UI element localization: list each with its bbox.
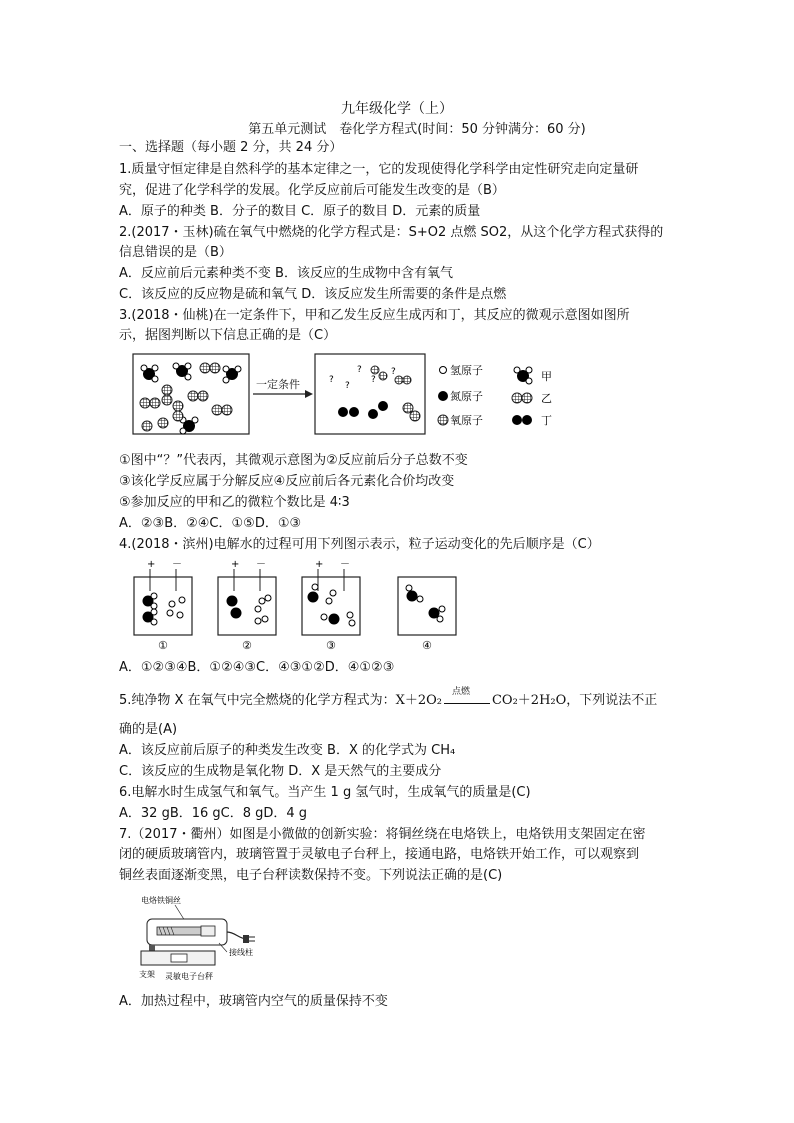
svg-text:－: － <box>256 559 266 570</box>
svg-text:－: － <box>172 559 182 570</box>
panel-3 <box>302 559 360 652</box>
svg-text:+: + <box>231 559 240 570</box>
q3-statement-3: ⑤参加反应的甲和乙的微粒个数比是 4∶3 <box>119 495 350 510</box>
svg-text:④: ④ <box>422 639 432 652</box>
panel-4 <box>398 577 456 652</box>
q2-stem-2: 信息错误的是（B） <box>119 245 232 260</box>
q3-stem-2: 示，据图判断以下信息正确的是（C） <box>119 328 337 343</box>
legend <box>438 363 552 427</box>
q7-stem: 7.（2017・衢州）如图是小微做的创新实验：将铜丝绕在电烙铁上，电烙铁用支架固定在密 <box>119 827 646 842</box>
panel-1 <box>134 559 192 652</box>
svg-text:?: ? <box>371 375 376 385</box>
q5-options-cd: C．该反应的生成物是氧化物 D．X 是天然气的主要成分 <box>119 764 442 779</box>
q2-stem: 2.(2017・玉林)硫在氧气中燃烧的化学方程式是：S+O2 点燃 SO2，从这个化学方程式获得的 <box>119 225 664 240</box>
svg-text:氮原子: 氮原子 <box>450 390 483 403</box>
q3-stem: 3.(2018・仙桃)在一定条件下，甲和乙发生反应生成丙和丁，其反应的微观示意图如图所 <box>119 308 630 323</box>
q5-options-ab: A．该反应前后原子的种类发生改变 B．X 的化学式为 CH₄ <box>119 743 456 758</box>
q1-stem: 1.质量守恒定律是自然科学的基本定律之一，它的发现使得化学科学由定性研究走向定量研 <box>119 162 639 177</box>
q1-stem-2: 究，促进了化学科学的发展。化学反应前后可能发生改变的是（B） <box>119 183 505 198</box>
svg-text:乙: 乙 <box>541 392 552 405</box>
svg-text:接线柱: 接线柱 <box>229 948 253 957</box>
arrow-label: 一定条件 <box>256 378 300 391</box>
q7-apparatus-figure <box>135 893 260 983</box>
chemical-equation: X＋2O₂ 点燃 CO₂＋2H₂O <box>395 687 567 708</box>
svg-text:?: ? <box>345 381 350 391</box>
section-heading: 一、选择题（每小题 2 分，共 24 分） <box>119 140 343 155</box>
q4-electrolysis-diagram <box>128 557 458 654</box>
svg-text:－: － <box>340 559 350 570</box>
svg-text:支架: 支架 <box>139 970 155 979</box>
q3-statement-2: ③该化学反应属于分解反应④反应前后各元素化合价均改变 <box>119 474 455 489</box>
svg-text:+: + <box>147 559 156 570</box>
q3-statement-1: ①图中“？”代表丙，其微观示意图为②反应前后分子总数不变 <box>119 453 468 468</box>
q6-stem: 6.电解水时生成氢气和氧气。当产生 1 g 氢气时，生成氧气的质量是(C) <box>119 785 531 800</box>
page-subtitle: 第五单元测试 卷化学方程式(时间：50 分钟满分：60 分) <box>248 122 586 137</box>
q7-option-a: A．加热过程中，玻璃管内空气的质量保持不变 <box>119 994 388 1009</box>
after-box <box>315 354 425 434</box>
svg-text:氢原子: 氢原子 <box>450 364 483 377</box>
q1-options: A．原子的种类 B．分子的数目 C．原子的数目 D．元素的质量 <box>119 204 481 219</box>
q6-options: A．32 gB．16 gC．8 gD．4 g <box>119 806 308 821</box>
svg-text:?: ? <box>391 367 396 377</box>
q5-stem-2: 确的是(A) <box>119 722 178 737</box>
svg-text:③: ③ <box>326 639 336 652</box>
q4-options: A．①②③④B．①②④③C．④③①②D．④①②③ <box>119 660 395 675</box>
q7-stem-2: 闭的硬质玻璃管内，玻璃管置于灵敏电子台秤上，接通电路，电烙铁开始工作，可以观察到 <box>119 847 640 862</box>
panel-2 <box>218 559 276 652</box>
svg-text:?: ? <box>329 375 334 385</box>
q4-stem: 4.(2018・滨州)电解水的过程可用下列图示表示，粒子运动变化的先后顺序是（C） <box>119 537 600 552</box>
q3-reaction-diagram <box>125 348 565 440</box>
q2-options-ab: A．反应前后元素种类不变 B．该反应的生成物中含有氧气 <box>119 266 453 281</box>
q2-options-cd: C．该反应的反应物是硫和氧气 D．该反应发生所需要的条件是点燃 <box>119 287 507 302</box>
page-title: 九年级化学（上） <box>341 101 453 117</box>
svg-text:丁: 丁 <box>541 414 552 427</box>
svg-text:氧原子: 氧原子 <box>450 414 483 427</box>
svg-text:甲: 甲 <box>541 370 552 383</box>
svg-text:灵敏电子台秤: 灵敏电子台秤 <box>165 972 213 981</box>
svg-text:?: ? <box>357 365 362 375</box>
svg-text:①: ① <box>158 639 168 652</box>
svg-text:②: ② <box>242 639 252 652</box>
q7-stem-3: 铜丝表面逐渐变黑，电子台秤读数保持不变。下列说法正确的是(C) <box>119 868 503 883</box>
q5-stem: 5.纯净物 X 在氧气中完全燃烧的化学方程式为：X＋2O₂ 点燃 CO₂＋2H₂O，下列说法不正 <box>119 687 658 708</box>
svg-text:+: + <box>315 559 324 570</box>
q3-options: A．②③B．②④C．①⑤D．①③ <box>119 516 302 531</box>
svg-text:电烙铁铜丝: 电烙铁铜丝 <box>141 896 181 905</box>
